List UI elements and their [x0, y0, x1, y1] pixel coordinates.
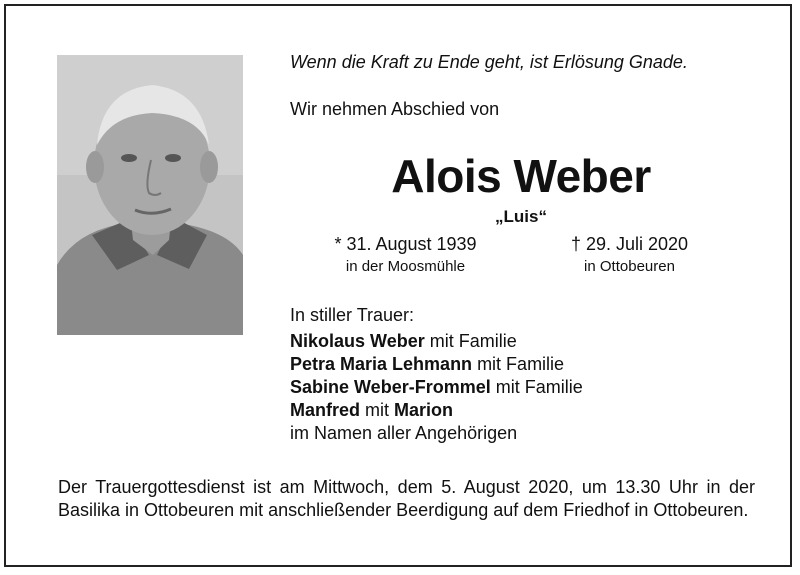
mourner-suffix: mit Familie — [472, 354, 565, 374]
mourner-name: Petra Maria Lehmann — [290, 354, 473, 374]
closing-line: im Namen aller Angehörigen — [290, 423, 518, 443]
death-info — [542, 234, 717, 275]
obituary-card — [4, 4, 792, 567]
life-dates — [306, 234, 736, 284]
mourners-block — [290, 304, 583, 445]
deceased-nickname: „Luis“ — [495, 207, 547, 226]
portrait-illustration — [57, 55, 243, 335]
mourner-line — [290, 399, 583, 422]
quote-line: Wenn die Kraft zu Ende geht, ist Erlösung Gnade. — [290, 52, 688, 72]
service-announcement: Der Trauergottesdienst ist am Mittwoch, dem 5. August 2020, um 13.30 Uhr in der Basilika in Ottobeuren mit anschließender Beerdigung auf dem Friedhof in Ottobeuren. — [58, 477, 755, 520]
mourning-heading: In stiller Trauer: — [290, 305, 415, 325]
birth-date: * 31. August 1939 — [334, 234, 477, 254]
death-date: † 29. Juli 2020 — [570, 234, 689, 254]
mourner-name: Sabine Weber-Frommel — [290, 377, 491, 397]
farewell-intro: Wir nehmen Abschied von — [290, 99, 500, 119]
mourner-name: Nikolaus Weber — [290, 331, 425, 351]
mourner-suffix: mit Familie — [424, 331, 517, 351]
death-place: in Ottobeuren — [584, 258, 675, 275]
birth-info — [318, 234, 493, 275]
mourner-name: Marion — [394, 400, 454, 420]
mourner-line — [290, 353, 583, 376]
mourner-joiner: mit — [360, 400, 395, 420]
portrait-photo — [57, 55, 243, 335]
mourner-line — [290, 330, 583, 353]
mourner-name: Manfred — [290, 400, 361, 420]
mourner-line — [290, 376, 583, 399]
birth-place: in der Moosmühle — [345, 258, 466, 275]
deceased-name: Alois Weber — [391, 150, 651, 202]
mourner-suffix: mit Familie — [490, 377, 583, 397]
